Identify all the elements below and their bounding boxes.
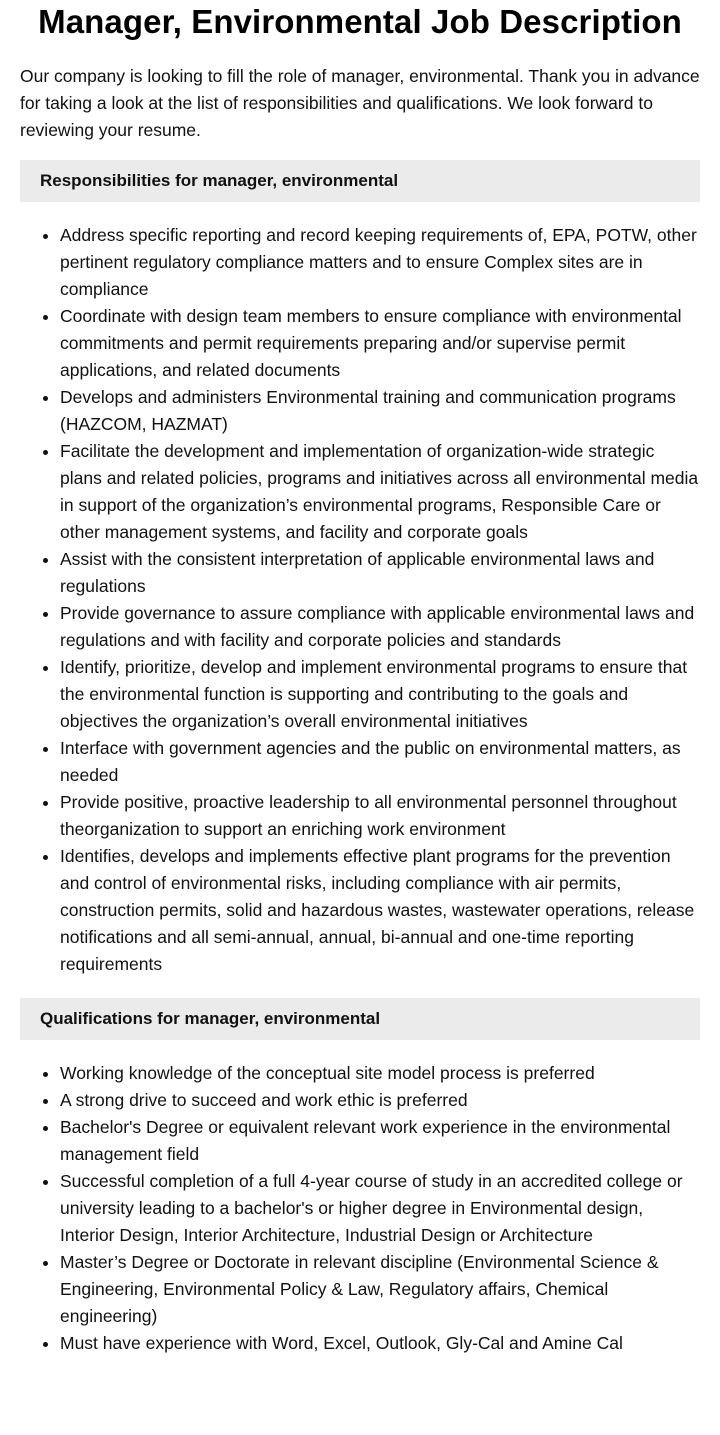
- list-item: • Provide governance to assure compliance with applicable environmental laws and regulations and with facility and corporate policies and standards: [60, 600, 700, 654]
- list-item: • Facilitate the development and implementation of organization-wide strategic plans and related policies, programs and initiatives across all environmental media in support of the organization’s environmental programs, Responsible Care or other management systems, and facility and corporate goals: [60, 438, 700, 546]
- list-item: • Must have experience with Word, Excel, Outlook, Gly-Cal and Amine Cal: [60, 1330, 700, 1357]
- responsibilities-list: [20, 222, 700, 978]
- responsibilities-heading: Responsibilities for manager, environmental: [20, 160, 700, 202]
- list-item: • Provide positive, proactive leadership to all environmental personnel throughout theorganization to support an enriching work environment: [60, 789, 700, 843]
- page-title: Manager, Environmental Job Description: [38, 3, 682, 40]
- list-item: • Master’s Degree or Doctorate in relevant discipline (Environmental Science & Engineering, Environmental Policy & Law, Regulatory affairs, Chemical engineering): [60, 1249, 700, 1330]
- qualifications-heading: Qualifications for manager, environmental: [20, 998, 700, 1040]
- list-item: • Working knowledge of the conceptual site model process is preferred: [60, 1060, 700, 1087]
- list-item: • Assist with the consistent interpretation of applicable environmental laws and regulations: [60, 546, 700, 600]
- list-item: • Bachelor's Degree or equivalent relevant work experience in the environmental management field: [60, 1114, 700, 1168]
- list-item: • Identifies, develops and implements effective plant programs for the prevention and control of environmental risks, including compliance with air permits, construction permits, solid and hazardous wastes, wastewater operations, release notifications and all semi-annual, annual, bi-annual and one-time reporting requirements: [60, 843, 700, 978]
- list-item: • Identify, prioritize, develop and implement environmental programs to ensure that the environmental function is supporting and contributing to the goals and objectives the organization’s overall environmental initiatives: [60, 654, 700, 735]
- qualifications-list: [20, 1060, 700, 1357]
- intro-paragraph: Our company is looking to fill the role of manager, environmental. Thank you in advance for taking a look at the list of responsibilities and qualifications. We look forward to reviewing your resume.: [20, 66, 700, 140]
- list-item: • Develops and administers Environmental training and communication programs (HAZCOM, HAZMAT): [60, 384, 700, 438]
- list-item: • A strong drive to succeed and work ethic is preferred: [60, 1087, 700, 1114]
- list-item: • Address specific reporting and record keeping requirements of, EPA, POTW, other pertinent regulatory compliance matters and to ensure Complex sites are in compliance: [60, 222, 700, 303]
- list-item: • Successful completion of a full 4-year course of study in an accredited college or university leading to a bachelor's or higher degree in Environmental design, Interior Design, Interior Architecture, Industrial Design or Architecture: [60, 1168, 700, 1249]
- list-item: • Interface with government agencies and the public on environmental matters, as needed: [60, 735, 700, 789]
- list-item: • Coordinate with design team members to ensure compliance with environmental commitments and permit requirements preparing and/or supervise permit applications, and related documents: [60, 303, 700, 384]
